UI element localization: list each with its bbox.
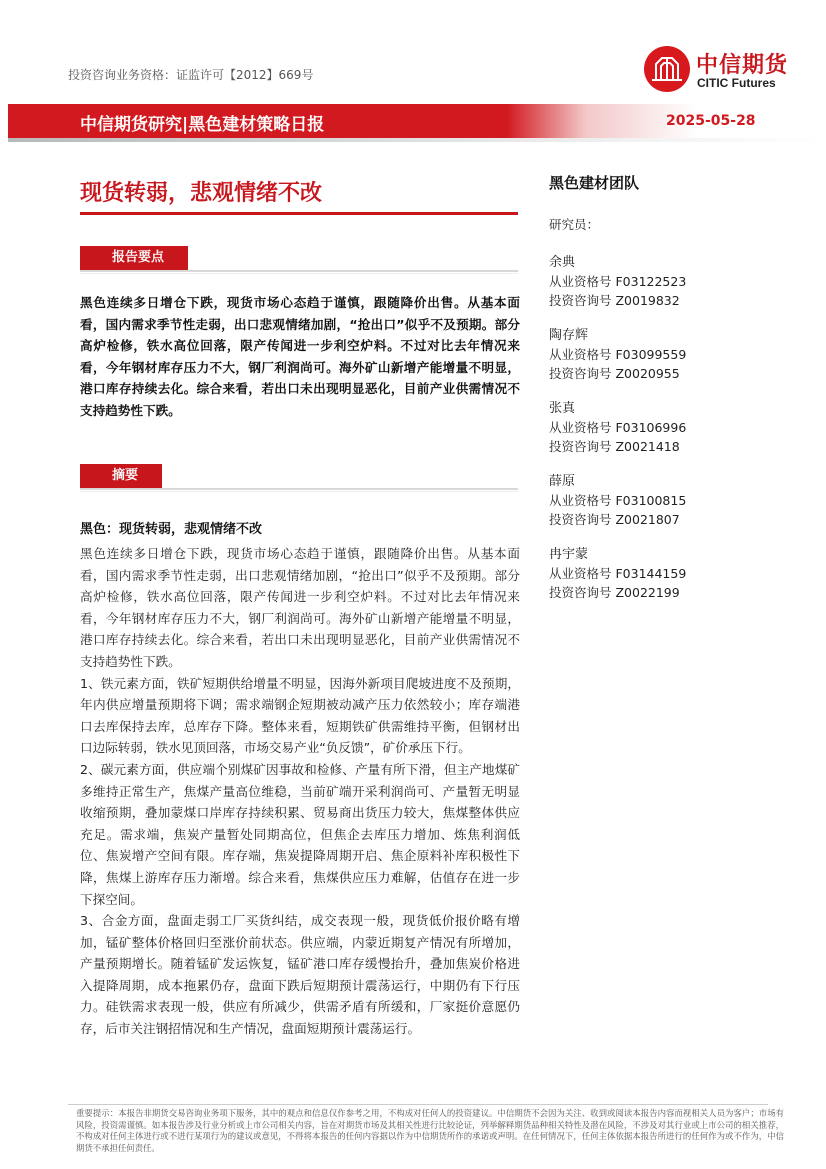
summary-paragraph: 黑色连续多日增仓下跌，现货市场心态趋于谨慎，跟随降价出售。从基本面看，国内需求季节性走弱，出口悲观情绪加剧，“抢出口”似乎不及预期。部分高炉检修，铁水高位回落，限产传闻进一步利空炉料。不过对比去年情况来看，今年钢材库存压力不大，钢厂利润尚可。海外矿山新增产能增量不明显，港口库存持续去化。综合来看，若出口未出现明显恶化，目前产业供需情况不支持趋势性下跌。 bbox=[80, 546, 520, 669]
banner-title: 中信期货研究|黑色建材策略日报 bbox=[80, 115, 325, 135]
key-points-tag: 报告要点 bbox=[80, 246, 188, 270]
analyst-consult-number: 投资咨询号 Z0021418 bbox=[549, 439, 680, 454]
citic-futures-logo bbox=[644, 46, 804, 98]
summary-heading: 黑色：现货转弱，悲观情绪不改 bbox=[80, 522, 263, 537]
title-divider bbox=[80, 212, 518, 215]
report-banner bbox=[8, 104, 826, 138]
disclaimer-text: 重要提示：本报告非期货交易咨询业务项下服务，其中的观点和信息仅作参考之用，不构成对任何人的投资建议。中信期货不会因为关注、收到或阅读本报告内容而视相关人员为客户；市场有风险，投资需谨慎。如本报告涉及行业分析或上市公司相关内容，旨在对期货市场及其相关性进行比较论证，列举解释期货品种相关特性及潜在风险，不涉及对其行业或上市公司的相关推荐，不构成对任何主体进行或不进行某项行为的建议或意见，不得将本报告的任何内容据以作为中信期货所作的承诺或声明。在任何情况下，任何主体依据本报告所进行的任何作为或不作为，中信期货不承担任何责任。 bbox=[76, 1108, 784, 1153]
analyst-consult-number: 投资咨询号 Z0019832 bbox=[549, 293, 680, 308]
analyst-name: 薛原 bbox=[549, 474, 576, 489]
license-text: 投资咨询业务资格：证监许可【2012】669号 bbox=[68, 68, 314, 82]
report-title: 现货转弱，悲观情绪不改 bbox=[80, 181, 323, 206]
analyst-name: 张真 bbox=[549, 401, 576, 416]
analyst-qualification: 从业资格号 F03100815 bbox=[549, 493, 687, 508]
logo-chinese-name: 中信期货 bbox=[696, 53, 789, 78]
key-points-text: 黑色连续多日增仓下跌，现货市场心态趋于谨慎，跟随降价出售。从基本面看，国内需求季节性走弱，出口悲观情绪加剧，“抢出口”似乎不及预期。部分高炉检修，铁水高位回落，限产传闻进一步利空炉料。不过对比去年情况来看，今年钢材库存压力不大，钢厂利润尚可。海外矿山新增产能增量不明显，港口库存持续去化。综合来看，若出口未出现明显恶化，目前产业供需情况不支持趋势性下跌。 bbox=[80, 295, 520, 418]
summary-section-tag bbox=[80, 464, 518, 488]
key-points-section-tag bbox=[80, 246, 518, 270]
team-name: 黑色建材团队 bbox=[549, 174, 640, 192]
citic-emblem-icon bbox=[644, 46, 690, 92]
summary-paragraph: 2、碳元素方面，供应端个别煤矿因事故和检修、产量有所下滑，但主产地煤矿多维持正常生产，焦煤产量高位维稳，当前矿端开采利润尚可、产量暂无明显收缩预期，叠加蒙煤口岸库存持续积累、贸易商出货压力较大，焦煤整体供应充足。需求端，焦炭产量暂处同期高位，但焦企去库压力增加、炼焦利润低位、焦炭增产空间有限。库存端，焦炭提降周期开启、焦企原料补库积极性下降，焦煤上游库存压力渐增。综合来看，焦煤供应压力难解，估值存在进一步下探空间。 bbox=[80, 761, 520, 907]
analyst-consult-number: 投资咨询号 Z0022199 bbox=[549, 585, 680, 600]
summary-body bbox=[80, 543, 520, 1040]
analyst-card bbox=[549, 545, 809, 602]
analyst-qualification: 从业资格号 F03106996 bbox=[549, 420, 687, 435]
analyst-qualification: 从业资格号 F03122523 bbox=[549, 274, 687, 289]
researchers-label: 研究员： bbox=[549, 217, 600, 232]
analyst-sidebar bbox=[549, 172, 809, 618]
analyst-card bbox=[549, 253, 809, 310]
summary-paragraph: 1、铁元素方面，铁矿短期供给增量不明显，因海外新项目爬坡进度不及预期，年内供应增量预期将下调；需求端钢企短期被动减产压力依然较小；库存端港口去库保持去库，总库存下降。整体来看，短期铁矿供需维持平衡，但钢材出口边际转弱，铁水见顶回落，市场交易产业“负反馈”，矿价承压下行。 bbox=[80, 675, 520, 756]
analyst-name: 冉宇蒙 bbox=[549, 547, 589, 562]
analyst-qualification: 从业资格号 F03099559 bbox=[549, 347, 687, 362]
analyst-card bbox=[549, 472, 809, 529]
analyst-name: 陶存辉 bbox=[549, 328, 589, 343]
analyst-qualification: 从业资格号 F03144159 bbox=[549, 566, 687, 581]
report-date: 2025-05-28 bbox=[666, 113, 756, 129]
analyst-name: 余典 bbox=[549, 255, 576, 270]
analyst-card bbox=[549, 399, 809, 456]
summary-paragraph: 3、合金方面，盘面走弱工厂买货纠结，成交表现一般，现货低价报价略有增加，锰矿整体价格回归至涨价前状态。供应端，内蒙近期复产情况有所增加，产量预期增长。随着锰矿发运恢复，锰矿港口库存缓慢抬升，叠加焦炭价格进入提降周期，成本拖累仍存，盘面下跌后短期预计震荡运行，中期仍有下行压力。硅铁需求表现一般，供应有所减少，供需矛盾有所缓和，厂家挺价意愿仍存，后市关注钢招情况和生产情况，盘面短期预计震荡运行。 bbox=[80, 913, 520, 1037]
analyst-consult-number: 投资咨询号 Z0021807 bbox=[549, 512, 680, 527]
summary-tag: 摘要 bbox=[80, 464, 162, 488]
footer-divider bbox=[68, 1104, 768, 1105]
analyst-consult-number: 投资咨询号 Z0020955 bbox=[549, 366, 680, 381]
logo-english-name: CITIC Futures bbox=[697, 76, 776, 90]
analyst-card bbox=[549, 326, 809, 383]
